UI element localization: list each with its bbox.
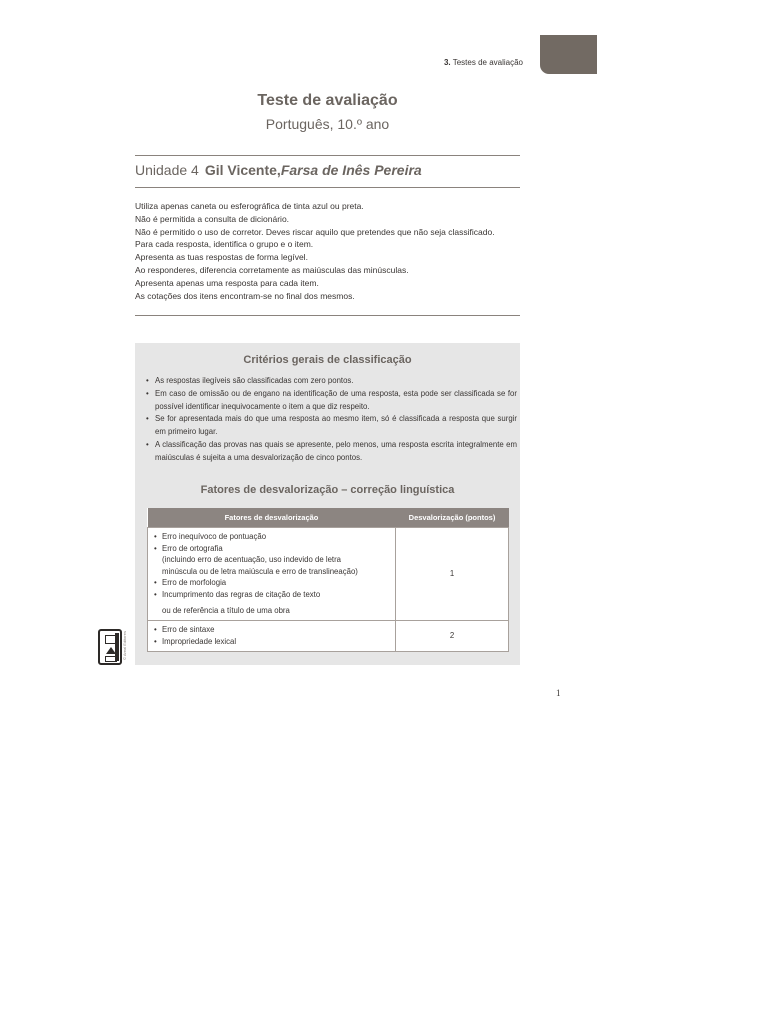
divider-instructions xyxy=(135,315,520,316)
factor-item: • Incumprimento das regras de citação de texto xyxy=(154,589,389,601)
divider-unit xyxy=(135,187,520,188)
instruction-item: Não é permitida a consulta de dicionário. xyxy=(135,213,290,224)
instruction-item: As cotações dos itens encontram-se no final dos mesmos. xyxy=(135,290,355,301)
factor-item-note: minúscula ou de letra maiúscula e erro de translineação) xyxy=(162,566,358,576)
instructions-list xyxy=(135,200,520,302)
criteria-item: • As respostas ilegíveis são classificadas com zero pontos. xyxy=(145,375,517,388)
instruction-item: Apresenta as tuas respostas de forma legível. xyxy=(135,252,308,263)
section-number: 3. xyxy=(443,58,451,67)
column-header-points: Desvalorização (pontos) xyxy=(396,508,509,528)
factor-item-note: ou de referência a título de uma obra xyxy=(162,605,290,615)
factor-list xyxy=(154,531,389,616)
instruction-item: Ao responderes, diferencia corretamente as maiúsculas das minúsculas. xyxy=(135,264,409,275)
unit-author: Gil Vicente, xyxy=(204,162,281,178)
page-title: Teste de avaliação xyxy=(257,92,398,109)
running-head xyxy=(380,58,523,67)
factor-item: • Erro de sintaxe xyxy=(154,624,389,636)
page-number: 1 xyxy=(556,688,561,698)
criteria-list xyxy=(145,375,517,465)
factors-table xyxy=(147,508,509,652)
factor-item: • Impropriedade lexical xyxy=(154,636,389,648)
criteria-title: Critérios gerais de classificação xyxy=(243,354,412,366)
criteria-panel xyxy=(135,343,520,665)
factors-cell xyxy=(148,528,396,621)
instruction-item: Utiliza apenas caneta ou esferográfica de tinta azul ou preta. xyxy=(135,201,364,211)
factors-title: Fatores de desvalorização – correção linguística xyxy=(200,484,455,496)
criteria-item: • A classificação das provas nas quais se apresente, pelo menos, uma resposta escrita integralmente em maiúsculas é sujeita a uma desvalorização de cinco pontos. xyxy=(145,439,517,465)
criteria-item: • Se for apresentada mais do que uma resposta ao mesmo item, só é classificada a resposta que surgir em primeiro lugar. xyxy=(145,413,517,439)
factor-item: • Erro inequívoco de pontuação xyxy=(154,531,389,543)
column-header-factors: Fatores de desvalorização xyxy=(148,508,396,528)
factor-item: • Erro de ortografia xyxy=(154,543,389,555)
factor-list xyxy=(154,624,389,647)
criteria-item: • Em caso de omissão ou de engano na identificação de uma resposta, esta pode ser classificada se for possível identificar inequivocamente o item a que diz respeito. xyxy=(145,388,517,414)
unit-work: Farsa de Inês Pereira xyxy=(280,162,422,178)
icon-side-bar xyxy=(115,633,119,661)
points-cell: 1 xyxy=(396,528,509,621)
section-tab-marker xyxy=(540,35,597,74)
unit-label: Unidade 4 xyxy=(135,162,199,178)
page-subtitle: Português, 10.º ano xyxy=(265,116,390,132)
side-credit: © Areal Editores xyxy=(122,631,127,660)
instruction-item: Não é permitido o uso de corretor. Deves riscar aquilo que pretendes que não seja classificado. xyxy=(135,226,495,237)
photocopiable-icon xyxy=(98,629,122,665)
factor-item: • Erro de morfologia xyxy=(154,577,389,589)
table-header-row xyxy=(148,508,509,528)
section-title: Testes de avaliação xyxy=(452,58,523,67)
unit-heading xyxy=(135,162,520,178)
instruction-item: Para cada resposta, identifica o grupo e o item. xyxy=(135,239,314,250)
table-row xyxy=(148,621,509,652)
factor-item-note: (incluindo erro de acentuação, uso indevido de letra xyxy=(162,555,342,565)
instruction-item: Apresenta apenas uma resposta para cada item. xyxy=(135,277,319,288)
points-cell: 2 xyxy=(396,621,509,652)
factors-cell xyxy=(148,621,396,652)
divider-top xyxy=(135,155,520,156)
table-row xyxy=(148,528,509,621)
